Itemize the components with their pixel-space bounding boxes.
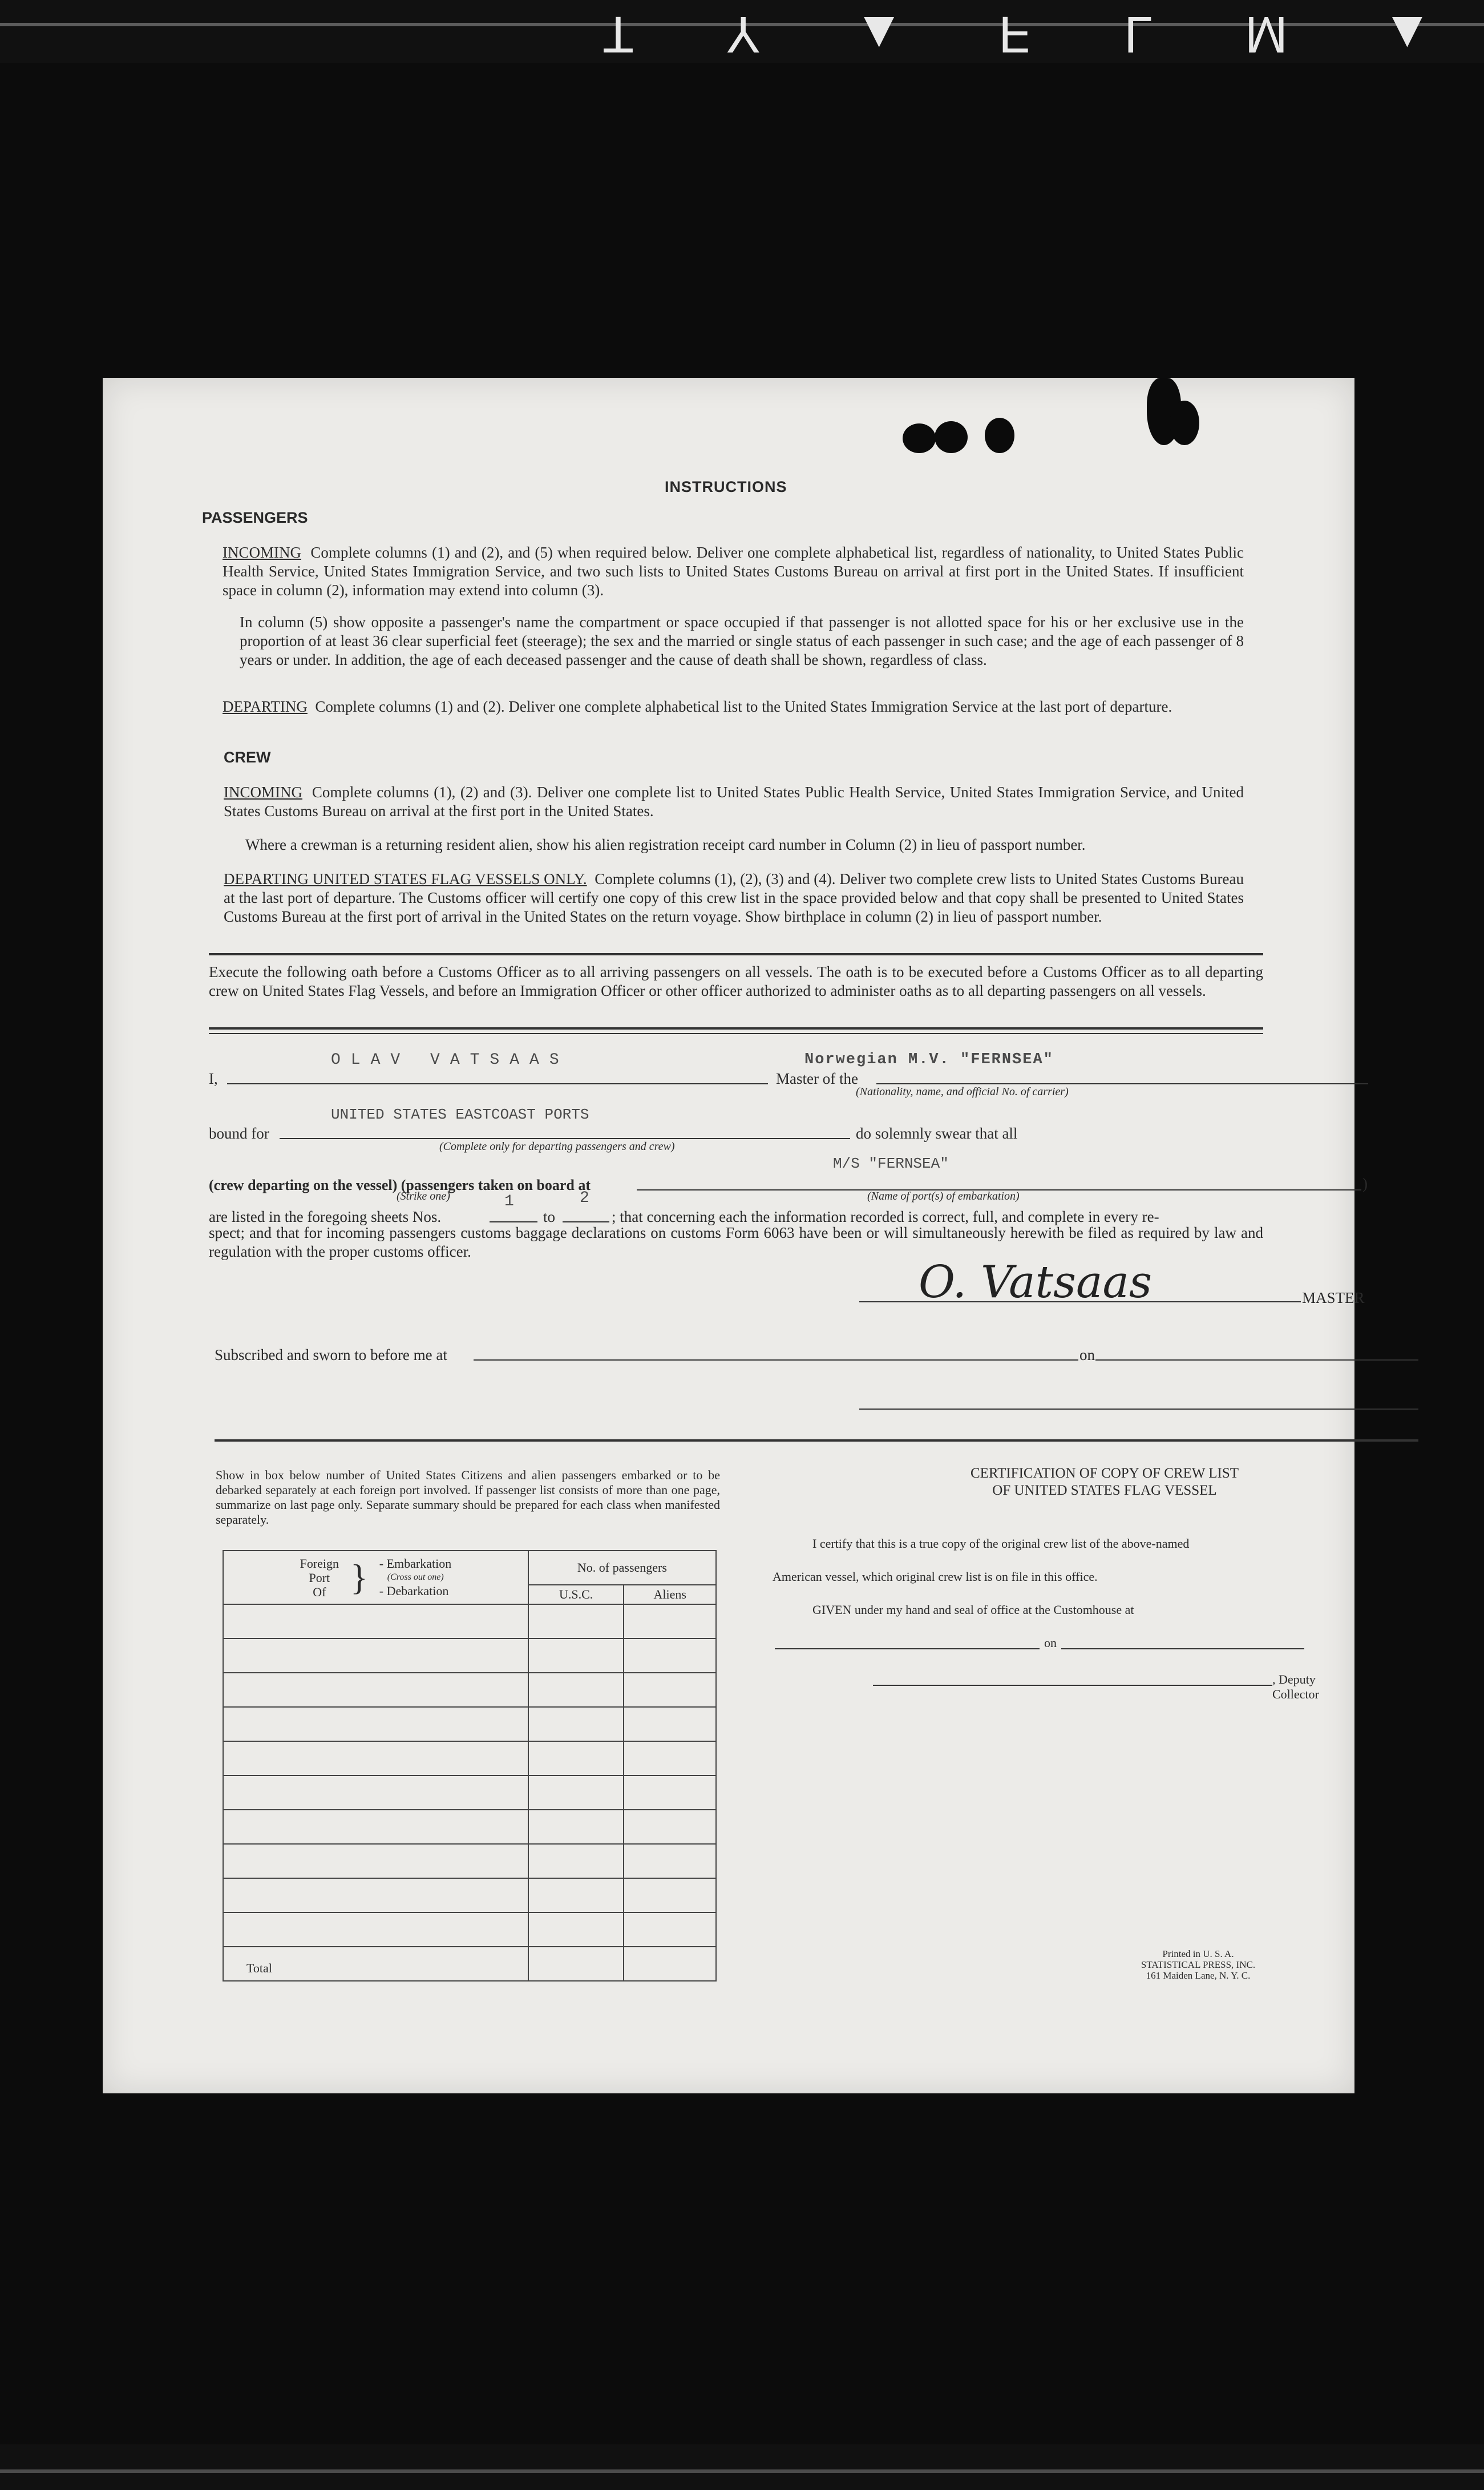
table-row xyxy=(223,1810,716,1844)
passenger-summary-table xyxy=(223,1550,717,1981)
instructions-title: INSTRUCTIONS xyxy=(665,478,787,495)
subscribed-place-line xyxy=(474,1359,1078,1361)
usc-cell[interactable] xyxy=(528,1844,624,1878)
section-divider xyxy=(209,953,1263,955)
certify-line1: I certify that this is a true copy of the original crew list of the above-named xyxy=(812,1536,1190,1551)
sheets-label: are listed in the foregoing sheets Nos. xyxy=(209,1208,442,1225)
bound-for-field[interactable]: UNITED STATES EASTCOAST PORTS xyxy=(331,1106,589,1123)
printer-line1: Printed in U. S. A. xyxy=(1162,1948,1234,1959)
total-label: Total xyxy=(223,1947,528,1981)
flag-vessels-text: Complete columns (1), (2), (3) and (4). Deliver two complete crew lists to United States Customs Bureau at the last port of departure. The Customs officer will certify one copy of this crew list in the space provided below and that copy shall be presented to United States Customs Bureau at the first port of arrival in the United States on the return voyage. Show birthplace in column (2) in lieu of passport number. xyxy=(224,870,1244,925)
debarkation-label: - Debarkation xyxy=(379,1584,449,1598)
close-paren: ) xyxy=(1362,1175,1368,1192)
table-row xyxy=(223,1707,716,1741)
port-header: Foreign Port Of } - Embarkation (Cross out one) - Debarkation xyxy=(223,1551,528,1604)
sheet-to-line xyxy=(563,1221,609,1222)
usc-cell[interactable] xyxy=(528,1810,624,1844)
usc-cell[interactable] xyxy=(528,1912,624,1947)
port-cell[interactable] xyxy=(223,1912,528,1947)
subscribed-label: Subscribed and sworn to before me at xyxy=(215,1346,447,1363)
passengers-incoming-paragraph xyxy=(223,543,1244,600)
ink-blot xyxy=(1170,401,1199,445)
usc-cell[interactable] xyxy=(528,1878,624,1912)
certify-text-a: ; that concerning each the information recorded is correct, full, and complete in every re- xyxy=(612,1208,1159,1225)
port-cell[interactable] xyxy=(223,1741,528,1775)
oath-i-label: I, xyxy=(209,1070,218,1087)
of-label: Of xyxy=(313,1584,326,1599)
port-cell[interactable] xyxy=(223,1639,528,1673)
table-row xyxy=(223,1673,716,1707)
aliens-cell[interactable] xyxy=(624,1673,716,1707)
port-cell[interactable] xyxy=(223,1775,528,1810)
port-cell[interactable] xyxy=(223,1844,528,1878)
aliens-cell[interactable] xyxy=(624,1878,716,1912)
passengers-departing-label: DEPARTING xyxy=(223,698,308,715)
summary-instructions: Show in box below number of United States Citizens and alien passengers embarked or to be debarked separately at each foreign port involved. If passenger list consists of more than one page, summarize on last page only. Separate summary should be prepared for each class when manifested separately. xyxy=(216,1468,720,1527)
vessel-field[interactable]: Norwegian M.V. "FERNSEA" xyxy=(804,1051,1054,1068)
usc-cell[interactable] xyxy=(528,1707,624,1741)
printer-imprint xyxy=(1084,1948,1312,1981)
passengers-departing-paragraph xyxy=(223,697,1244,716)
bound-for-line xyxy=(280,1138,850,1139)
total-usc-cell[interactable] xyxy=(528,1947,624,1981)
aliens-cell[interactable] xyxy=(624,1741,716,1775)
foreign-label: Foreign xyxy=(300,1556,339,1571)
swear-text: do solemnly swear that all xyxy=(856,1125,1018,1142)
usc-cell[interactable] xyxy=(528,1604,624,1639)
passengers-departing-text: Complete columns (1) and (2). Deliver one complete alphabetical list to the United States Immigration Service at the last port of departure. xyxy=(315,698,1172,715)
total-row xyxy=(223,1947,716,1981)
passengers-heading: PASSENGERS xyxy=(202,509,308,526)
flag-vessels-paragraph xyxy=(224,870,1244,926)
table-row xyxy=(223,1604,716,1639)
subscribed-on-label: on xyxy=(1079,1346,1095,1363)
bound-for-label: bound for xyxy=(209,1125,269,1142)
section-divider xyxy=(209,1033,1263,1034)
to-label: to xyxy=(543,1208,556,1225)
table-row xyxy=(223,1844,716,1878)
strike-caption: (Strike one) xyxy=(397,1190,450,1202)
certification-title xyxy=(859,1465,1350,1499)
port-cell[interactable] xyxy=(223,1810,528,1844)
given-line: GIVEN under my hand and seal of office at the Customhouse at xyxy=(812,1603,1134,1617)
document-page xyxy=(103,378,1368,2093)
aliens-header: Aliens xyxy=(624,1585,716,1604)
officer-signature-line xyxy=(859,1409,1418,1410)
passengers-incoming-text: Complete columns (1) and (2), and (5) when required below. Deliver one complete alphabetical list, regardless of nationality, to United States Public Health Service, United States Immigration Service, and two such lists to United States Customs Bureau on arrival at first port in the United States. If insufficient space in column (2), information may extend into column (3). xyxy=(223,544,1244,599)
table-row xyxy=(223,1741,716,1775)
master-signature: O. Vatsaas xyxy=(919,1257,1153,1308)
signature-line xyxy=(859,1301,1301,1302)
ink-blot xyxy=(985,418,1014,453)
customhouse-line xyxy=(775,1648,1040,1649)
master-name-line xyxy=(227,1083,768,1084)
usc-header: U.S.C. xyxy=(528,1585,624,1604)
oath-intro: Execute the following oath before a Customs Officer as to all arriving passengers on all vessels. The oath is to be executed before a Customs Officer as to all departing crew on United States Flag Vessels, and before an Immigration Officer or other officer authorized to administer oaths as to all departing passengers on all vessels. xyxy=(209,963,1263,999)
usc-cell[interactable] xyxy=(528,1673,624,1707)
cross-out-note: (Cross out one) xyxy=(387,1572,444,1582)
port-cell[interactable] xyxy=(223,1707,528,1741)
aliens-cell[interactable] xyxy=(624,1775,716,1810)
bound-for-caption: (Complete only for departing passengers and crew) xyxy=(439,1140,675,1153)
table-row xyxy=(223,1775,716,1810)
table-row xyxy=(223,1912,716,1947)
column5-paragraph: In column (5) show opposite a passenger's name the compartment or space occupied if that passenger is not allotted space for his or her exclusive use in the proportion of at least 36 clear superficial feet (steerage); the sex and the married or single status of each passenger in such case; and the age of each passenger of 8 years or under. In addition, the age of each deceased passenger and the cause of death shall be shown, regardless of class. xyxy=(240,614,1244,668)
ink-blot xyxy=(935,421,968,453)
master-label: MASTER xyxy=(1302,1289,1365,1306)
usc-cell[interactable] xyxy=(528,1639,624,1673)
flag-vessels-label: DEPARTING UNITED STATES FLAG VESSELS ONLY. xyxy=(224,870,587,887)
deputy-collector-line xyxy=(873,1685,1272,1686)
crew-incoming-paragraph xyxy=(224,783,1244,821)
certification-title-line2: OF UNITED STATES FLAG VESSEL xyxy=(992,1483,1217,1498)
aliens-cell[interactable] xyxy=(624,1639,716,1673)
certify-text-b: spect; and that for incoming passengers customs baggage declarations on customs Form 6063 have been or will simultaneously herewith be filed as required by law and regulation with the proper customs officer. xyxy=(209,1224,1263,1260)
aliens-cell[interactable] xyxy=(624,1707,716,1741)
aliens-cell[interactable] xyxy=(624,1844,716,1878)
usc-cell[interactable] xyxy=(528,1741,624,1775)
sheet-to-field[interactable]: 2 xyxy=(580,1189,589,1207)
sheet-from-line xyxy=(490,1221,537,1222)
usc-cell[interactable] xyxy=(528,1775,624,1810)
film-bottom-edge xyxy=(0,2444,1484,2490)
certification-title-line1: CERTIFICATION OF COPY OF CREW LIST xyxy=(970,1466,1239,1481)
master-name-field[interactable]: OLAV VATSAAS xyxy=(331,1051,569,1069)
printer-line2: STATISTICAL PRESS, INC. xyxy=(1141,1959,1256,1970)
aliens-cell[interactable] xyxy=(624,1810,716,1844)
crew-incoming-label: INCOMING xyxy=(224,784,302,801)
master-of-label: Master of the xyxy=(776,1070,858,1087)
table-row xyxy=(223,1878,716,1912)
aliens-cell[interactable] xyxy=(624,1604,716,1639)
ink-blot xyxy=(903,423,936,453)
table-row xyxy=(223,1639,716,1673)
deputy-collector-label: , Deputy Collector xyxy=(1272,1672,1319,1701)
film-edge-text: T Y ▲ F L M ▲ xyxy=(603,6,1473,63)
crew-departing-text: (crew departing on the vessel) (passengers taken on board at xyxy=(209,1177,591,1193)
crew-heading: CREW xyxy=(224,749,271,766)
section-divider xyxy=(215,1439,1418,1442)
no-of-passengers-header: No. of passengers xyxy=(528,1551,716,1585)
crew-incoming-text: Complete columns (1), (2) and (3). Deliver one complete list to United States Public Health Service, United States Immigration Service, and United States Customs Bureau on arrival at the first port in the United States. xyxy=(224,784,1244,820)
certification-date-line xyxy=(1061,1648,1304,1649)
section-divider xyxy=(209,1027,1263,1030)
certify-line2: American vessel, which original crew list is on file in this office. xyxy=(773,1569,1098,1584)
port-cell[interactable] xyxy=(223,1878,528,1912)
printer-line3: 161 Maiden Lane, N. Y. C. xyxy=(1146,1970,1251,1981)
total-aliens-cell[interactable] xyxy=(624,1947,716,1981)
embarkation-label: - Embarkation xyxy=(379,1556,452,1571)
passengers-incoming-label: INCOMING xyxy=(223,544,301,561)
board-port-field[interactable]: M/S "FERNSEA" xyxy=(833,1155,949,1172)
sheet-from-field[interactable]: 1 xyxy=(504,1193,514,1210)
aliens-cell[interactable] xyxy=(624,1912,716,1947)
vessel-line xyxy=(876,1083,1368,1084)
port-cell[interactable] xyxy=(223,1673,528,1707)
film-rail xyxy=(0,2469,1484,2473)
certification-on-label: on xyxy=(1044,1636,1057,1650)
port-cell[interactable] xyxy=(223,1604,528,1639)
crew-alien-paragraph: Where a crewman is a returning resident alien, show his alien registration receipt card number in Column (2) in lieu of passport number. xyxy=(245,836,1086,853)
vessel-caption: (Nationality, name, and official No. of carrier) xyxy=(856,1085,1069,1098)
film-top-edge xyxy=(0,0,1484,63)
subscribed-date-line xyxy=(1095,1359,1418,1361)
port-label: Port xyxy=(309,1570,330,1585)
port-caption: (Name of port(s) of embarkation) xyxy=(867,1190,1020,1202)
